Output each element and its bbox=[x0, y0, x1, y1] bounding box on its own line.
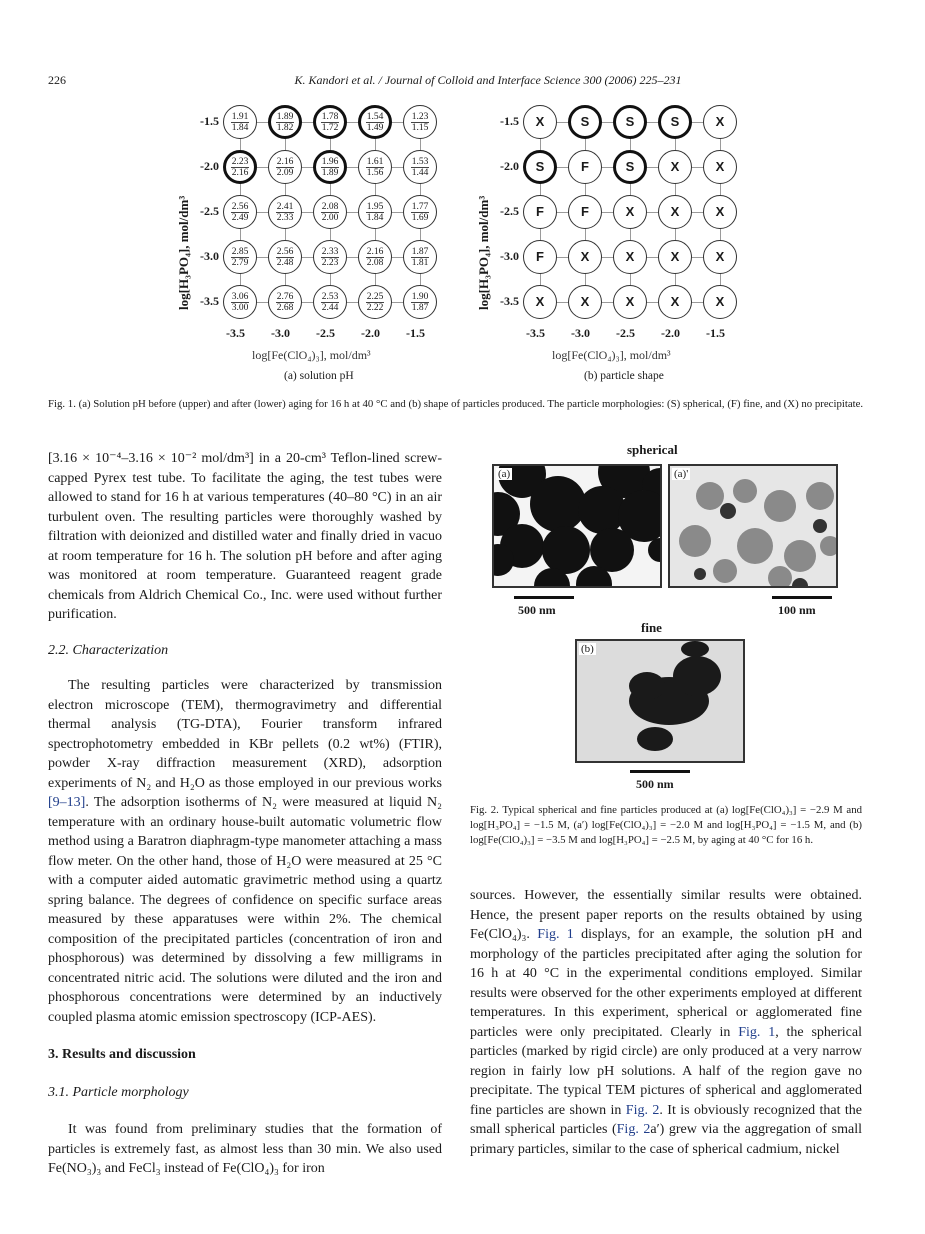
shape-node-X: X bbox=[658, 150, 692, 184]
x-axis-label: log[Fe(ClO₄)₃], mol/dm³ bbox=[252, 348, 371, 362]
ph-node bbox=[313, 105, 347, 139]
ph-before: 1.23 bbox=[411, 111, 429, 122]
ph-node bbox=[268, 105, 302, 139]
ph-node bbox=[268, 195, 302, 229]
shape-node-F: F bbox=[523, 240, 557, 274]
ph-after: 1.87 bbox=[411, 302, 429, 313]
ph-after: 2.68 bbox=[276, 302, 294, 313]
ph-after: 1.81 bbox=[411, 257, 429, 268]
ph-before: 2.56 bbox=[276, 246, 294, 257]
scale-bar-a-prime bbox=[772, 596, 832, 599]
ph-before: 1.77 bbox=[411, 201, 429, 212]
ph-after: 1.15 bbox=[411, 122, 429, 133]
tem-image-a-prime bbox=[668, 464, 838, 588]
shape-node-X: X bbox=[703, 285, 737, 319]
y-tick: -3.0 bbox=[200, 249, 219, 263]
aggregated-spheres-image-icon bbox=[670, 466, 838, 588]
ph-after: 2.00 bbox=[321, 212, 339, 223]
panel-b-label: (b) bbox=[581, 643, 594, 655]
ph-before: 1.53 bbox=[411, 156, 429, 167]
ph-before: 2.08 bbox=[321, 201, 339, 212]
ph-node bbox=[223, 150, 257, 184]
ph-after: 1.49 bbox=[366, 122, 384, 133]
ph-node bbox=[223, 195, 257, 229]
y-tick: -2.0 bbox=[200, 159, 219, 173]
shape-node-S: S bbox=[568, 105, 602, 139]
y-tick: -2.5 bbox=[200, 204, 219, 218]
left-column bbox=[48, 449, 442, 1179]
ph-before: 3.06 bbox=[231, 291, 249, 302]
ph-before: 2.16 bbox=[276, 156, 294, 167]
figure2-fine-title: fine bbox=[641, 620, 662, 635]
shape-node-X: X bbox=[658, 285, 692, 319]
ph-after: 2.33 bbox=[276, 212, 294, 223]
shape-node-X: X bbox=[523, 105, 557, 139]
figure2-link[interactable]: Fig. 2 bbox=[625, 1102, 660, 1118]
scale-label-a-prime: 100 nm bbox=[778, 603, 816, 617]
figure1-caption: Fig. 1. (a) Solution pH before (upper) and after (lower) aging for 16 h at 40 °C and (b) shape of particles produced. The particle morphologies: (S) spherical, (F) fine, and (X) no precipitate. bbox=[48, 398, 864, 410]
shape-node-X: X bbox=[703, 150, 737, 184]
shape-node-X: X bbox=[613, 195, 647, 229]
ph-node bbox=[313, 150, 347, 184]
ph-after: 2.23 bbox=[321, 257, 339, 268]
ph-after: 2.22 bbox=[366, 302, 384, 313]
panel-a-label: (a) bbox=[498, 468, 511, 480]
ph-node bbox=[223, 240, 257, 274]
section-3-1-heading: 3.1. Particle morphology bbox=[48, 1084, 189, 1100]
y-tick: -1.5 bbox=[200, 114, 219, 128]
shape-node-S: S bbox=[658, 105, 692, 139]
ph-after: 1.84 bbox=[366, 212, 384, 223]
ph-after: 1.69 bbox=[411, 212, 429, 223]
y-axis-label: log[H₃PO₄], mol/dm³ bbox=[176, 195, 191, 310]
ph-before: 2.16 bbox=[366, 246, 384, 257]
ph-node bbox=[223, 285, 257, 319]
ph-node bbox=[313, 240, 347, 274]
paragraph-characterization: The resulting particles were characterized by transmission electron microscope (TEM), thermogravimetry and differential thermal analysis (TG-DTA), Fourier transform infrared spectrophotometry embedded in KBr pellets (0.2 wt%) (FTIR), powder X-ray diffraction measurement (XRD), adsorption experiments of N₂ and H₂O as those employed in our previous works [9–13]. The adsorption isotherms of N₂ were measured at liquid N₂ temperature with an ordinary house-built automatic volumetric flow method using a Baratron diaphragm-type manometer attaching a mass flow meter. On the other hand, those of H₂O were measured at 25 °C with a computer aided automatic gravimetric method using a quartz spring balance. The degrees of confidence on specific surface areas measured by these apparatuses were within 2%. The chemical composition of the precipitated particles (concentration of iron and phosphorous) was determined by dissolving a few milligrams in concentrated nitric acid. The solutions were diluted and the iron and phosphorous concentrations were determined by an inductively coupled plasma atomic emission spectroscopy (ICP-AES). bbox=[48, 678, 442, 1025]
shape-node-X: X bbox=[703, 195, 737, 229]
journal-citation: K. Kandori et al. / Journal of Colloid and Interface Science 300 (2006) 225–231 bbox=[294, 73, 682, 87]
x-tick: -3.0 bbox=[571, 326, 590, 340]
shape-node-X: X bbox=[703, 240, 737, 274]
ph-after: 1.89 bbox=[321, 167, 339, 178]
ph-before: 1.61 bbox=[366, 156, 384, 167]
scale-label-b: 500 nm bbox=[636, 777, 674, 791]
figure1-link-2[interactable]: Fig. 1 bbox=[738, 1024, 776, 1040]
ph-before: 1.78 bbox=[321, 111, 339, 122]
ph-before: 2.33 bbox=[321, 246, 339, 257]
paragraph-results: sources. However, the essentially similar results were obtained. Hence, the present paper reports on the results obtained by using Fe(ClO₄)₃. Fig. 1 displays, for an example, the solution pH and morphology of the particles precipitated after aging the solution for 16 h at 40 °C in the experimental conditions employed. Similar results were observed for the other experiments employed at different temperatures. In this experiment, spherical or agglomerated fine particles were only precipitated. Clearly in Fig. 1, the spherical particles (marked by rigid circle) are only produced at a very narrow region in fairly low pH solutions. A half of the region gave no precipitate. The typical TEM pictures of spherical and agglomerated fine particles are shown in Fig. 2. It is obviously recognized that the small spherical particles (Fig. 2a′) grew via the aggregation of small primary particles, similar to the case of spherical cadmium, nickel bbox=[470, 888, 863, 1157]
shape-node-F: F bbox=[523, 195, 557, 229]
fine-agglomerate-image-icon bbox=[577, 641, 745, 763]
x-tick: -2.0 bbox=[361, 326, 380, 340]
ph-node bbox=[268, 285, 302, 319]
figure1-link[interactable]: Fig. 1 bbox=[537, 927, 574, 942]
paragraph-materials: [3.16 × 10⁻⁴–3.16 × 10⁻² mol/dm³] in a 20-cm³ Teflon-lined screw-capped Pyrex test tube. To facilitate the aging, the test tubes were allowed to stand for 16 h at various temperatures (40–80 °C) in an air turbulent oven. The resulting particles were thoroughly washed by filtration with deionized and distilled water and finally dried in vacuo at room temperature for 16 h. The solution pH before and after aging was monitored at room temperature. Guaranteed reagent grade chemicals from Aldrich Chemical Co., Inc. were used without further purification. bbox=[48, 451, 442, 622]
ph-node bbox=[403, 240, 437, 274]
ph-before: 2.56 bbox=[231, 201, 249, 212]
shape-node-S: S bbox=[613, 150, 647, 184]
ph-after: 1.72 bbox=[321, 122, 339, 133]
ph-after: 1.82 bbox=[276, 122, 294, 133]
figure1-panel-b-particle-shape bbox=[470, 100, 760, 390]
ph-after: 1.84 bbox=[231, 122, 249, 133]
ph-before: 1.91 bbox=[231, 111, 249, 122]
section-2-2-heading: 2.2. Characterization bbox=[48, 642, 169, 658]
y-tick: -3.5 bbox=[500, 294, 519, 308]
x-tick: -2.0 bbox=[661, 326, 680, 340]
ph-before: 2.85 bbox=[231, 246, 249, 257]
ph-node bbox=[268, 240, 302, 274]
shape-node-X: X bbox=[703, 105, 737, 139]
x-tick: -2.5 bbox=[316, 326, 335, 340]
ph-after: 2.16 bbox=[231, 167, 249, 178]
ph-after: 3.00 bbox=[231, 302, 249, 313]
ph-after: 1.56 bbox=[366, 167, 384, 178]
figure2-caption: Fig. 2. Typical spherical and fine particles produced at (a) log[Fe(ClO₄)₃] = −2.9 M and log[H₃PO₄] = −1.5 M, (a′) log[Fe(ClO₄)₃] = −2.0 M and log[H₃PO₄] = −1.5 M, and (b) log[Fe(ClO₄)₃] = −3.5 M and log[H₃PO₄] = −2.5 M, by aging at 40 °C for 16 h. bbox=[470, 804, 862, 846]
figure2-link-2[interactable]: Fig. 2 bbox=[616, 1122, 651, 1137]
ph-after: 1.44 bbox=[411, 167, 429, 178]
ph-before: 2.25 bbox=[366, 291, 384, 302]
y-tick: -3.0 bbox=[500, 249, 519, 263]
ph-after: 2.48 bbox=[276, 257, 294, 268]
figure2-spherical-title: spherical bbox=[627, 442, 678, 457]
tem-image-a bbox=[492, 464, 662, 588]
ph-after: 2.08 bbox=[366, 257, 384, 268]
scale-bar-a bbox=[514, 596, 574, 599]
ph-node bbox=[403, 195, 437, 229]
ph-node bbox=[223, 105, 257, 139]
ph-node bbox=[268, 150, 302, 184]
panel-caption: (a) solution pH bbox=[284, 370, 354, 382]
ph-after: 2.49 bbox=[231, 212, 249, 223]
ph-node bbox=[403, 285, 437, 319]
tem-image-b bbox=[575, 639, 745, 763]
figure1-panel-a-solution-ph bbox=[170, 100, 460, 390]
panel-caption: (b) particle shape bbox=[584, 370, 664, 382]
page-number: 226 bbox=[48, 73, 66, 87]
ph-node bbox=[358, 195, 392, 229]
x-tick: -3.0 bbox=[271, 326, 290, 340]
ph-after: 2.44 bbox=[321, 302, 339, 313]
reference-link-9-13[interactable]: [9–13] bbox=[48, 795, 86, 810]
ph-node bbox=[358, 105, 392, 139]
y-tick: -1.5 bbox=[500, 114, 519, 128]
y-tick: -3.5 bbox=[200, 294, 219, 308]
y-tick: -2.5 bbox=[500, 204, 519, 218]
ph-before: 1.95 bbox=[366, 201, 384, 212]
panel-a-prime-label: (a)' bbox=[674, 468, 689, 480]
shape-node-X: X bbox=[613, 285, 647, 319]
x-tick: -1.5 bbox=[406, 326, 425, 340]
x-tick: -1.5 bbox=[706, 326, 725, 340]
shape-node-X: X bbox=[658, 240, 692, 274]
shape-node-S: S bbox=[613, 105, 647, 139]
x-axis-label: log[Fe(ClO₄)₃], mol/dm³ bbox=[552, 348, 671, 362]
ph-before: 2.76 bbox=[276, 291, 294, 302]
y-axis-label: log[H₃PO₄], mol/dm³ bbox=[476, 195, 491, 310]
shape-node-S: S bbox=[523, 150, 557, 184]
y-tick: -2.0 bbox=[500, 159, 519, 173]
ph-node bbox=[358, 240, 392, 274]
section-3-heading: 3. Results and discussion bbox=[48, 1047, 196, 1062]
ph-after: 2.79 bbox=[231, 257, 249, 268]
ph-before: 1.90 bbox=[411, 291, 429, 302]
spheres-image-icon bbox=[494, 466, 662, 588]
ph-before: 1.54 bbox=[366, 111, 384, 122]
shape-node-X: X bbox=[613, 240, 647, 274]
ph-node bbox=[358, 285, 392, 319]
shape-node-F: F bbox=[568, 150, 602, 184]
shape-node-X: X bbox=[658, 195, 692, 229]
ph-before: 2.41 bbox=[276, 201, 294, 212]
scale-bar-b bbox=[630, 770, 690, 773]
ph-node bbox=[313, 195, 347, 229]
shape-node-X: X bbox=[568, 285, 602, 319]
ph-before: 1.96 bbox=[321, 156, 339, 167]
shape-node-X: X bbox=[568, 240, 602, 274]
right-column bbox=[470, 886, 862, 1159]
x-tick: -3.5 bbox=[526, 326, 545, 340]
x-tick: -3.5 bbox=[226, 326, 245, 340]
ph-before: 2.53 bbox=[321, 291, 339, 302]
ph-node bbox=[313, 285, 347, 319]
shape-node-X: X bbox=[523, 285, 557, 319]
ph-node bbox=[358, 150, 392, 184]
ph-node bbox=[403, 105, 437, 139]
ph-before: 2.23 bbox=[231, 156, 249, 167]
paragraph-particle-morphology: It was found from preliminary studies that the formation of particles is extremely fast, as almost less than 30 min. We also used Fe(NO₃)₃ and FeCl₃ instead of Fe(ClO₄)₃ for iron bbox=[48, 1122, 442, 1176]
scale-label-a: 500 nm bbox=[518, 603, 556, 617]
shape-node-F: F bbox=[568, 195, 602, 229]
ph-before: 1.89 bbox=[276, 111, 294, 122]
ph-before: 1.87 bbox=[411, 246, 429, 257]
ph-node bbox=[403, 150, 437, 184]
x-tick: -2.5 bbox=[616, 326, 635, 340]
ph-after: 2.09 bbox=[276, 167, 294, 178]
